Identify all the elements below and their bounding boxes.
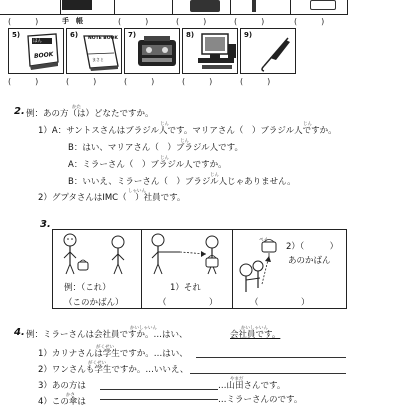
cell3-paren: （ ） <box>250 298 310 308</box>
answer-paren: ( ) <box>66 77 97 86</box>
question-1a: 1）A：サントスさんはブラジル人です。マリアさん（ ）ブラジル人ですか。 <box>38 126 337 136</box>
question-4a: 4）この傘は <box>38 397 86 407</box>
book-label: BOOK <box>33 51 54 60</box>
grid-divider <box>290 0 291 14</box>
cell2-paren: （ ） <box>158 298 218 308</box>
people-with-bag-illustration <box>56 232 138 278</box>
ruby-kaishain: かいしゃいん <box>130 326 157 331</box>
answer-paren: ( ) <box>234 17 265 26</box>
section-number: 3. <box>40 219 51 230</box>
ruby-jin: じん <box>180 139 189 144</box>
frame-border <box>52 229 347 230</box>
frame-border <box>52 229 53 309</box>
book-top-label: ほん <box>33 39 42 44</box>
item-number: 8) <box>186 31 195 39</box>
ruby-jin: じん <box>160 122 169 127</box>
question-2: 2）グプタさんはIMC（ ）社員です。 <box>38 193 186 203</box>
cell3-label: 2）（ ） <box>286 242 339 252</box>
grid-divider <box>230 0 231 14</box>
answer-paren: ( ) <box>176 17 207 26</box>
notebook-label: NOTE BOOK <box>88 36 118 41</box>
answer-line-3[interactable] <box>100 389 218 390</box>
question-1: 1）カリナさんは学生ですか。…はい、 <box>38 349 188 359</box>
ruby-kasa: かさ <box>66 393 75 398</box>
grid-divider <box>60 0 61 14</box>
item-number: 9) <box>244 31 253 39</box>
frame-border <box>232 229 233 309</box>
grid-divider <box>114 0 115 14</box>
example-answer: 会社員です。 <box>230 330 281 340</box>
ruby-shain: しゃいん <box>128 189 146 194</box>
cell3-sub: あのかばん <box>288 256 331 266</box>
object-image-top <box>310 0 336 10</box>
answer-line-1[interactable] <box>196 357 346 358</box>
item-number: 7) <box>128 31 137 39</box>
frame-border <box>141 229 142 309</box>
question-3b: …山田さんです。 <box>218 381 286 391</box>
item-number: 6) <box>70 31 79 39</box>
ruby-yamada: やまだ <box>230 377 244 382</box>
question-1d: B：いいえ、ミラーさん（ ）ブラジル人じゃありません。 <box>68 177 296 187</box>
ruby-kaishain: かいしゃいん <box>241 326 268 331</box>
answer-line-2[interactable] <box>190 373 346 374</box>
umbrella-icon <box>256 32 296 72</box>
section-number: 2. <box>14 106 25 117</box>
cell2-label: 1）それ <box>170 283 201 293</box>
answer-paren: ( ) <box>294 17 325 26</box>
bag-tag: ペイ <box>259 238 268 243</box>
notebook-sub: まさと <box>92 57 104 62</box>
grid-divider <box>172 0 173 14</box>
question-4b: …ミラーさんのです。 <box>218 395 303 405</box>
example-question: 例：ミラーさんは会社員ですか。…はい、 <box>26 330 188 340</box>
ruby-jin: じん <box>303 122 312 127</box>
ruby-gakusei: がくせい <box>96 345 114 350</box>
object-image-top <box>190 0 220 12</box>
ruby-jin: じん <box>160 156 169 161</box>
ruby-gakusei: がくせい <box>88 361 106 366</box>
answer-paren: ( ) <box>8 77 39 86</box>
question-2: 2）ワンさんも学生ですか。…いいえ、 <box>38 365 189 375</box>
question-3a: 3）あの方は <box>38 381 86 391</box>
pointing-at-bag-illustration <box>146 232 230 278</box>
notebook-image-top <box>62 0 92 10</box>
frame-border <box>52 308 347 309</box>
grid-divider <box>0 14 348 15</box>
item-label-techo: 手 帳 <box>62 17 83 25</box>
item-number: 5) <box>12 31 21 39</box>
example-sentence: 例：あの方（は）どなたですか。 <box>26 109 154 119</box>
question-1b: B：はい、マリアさん（ ）ブラジル人です。 <box>68 143 243 153</box>
computer-icon <box>196 32 238 72</box>
answer-paren: ( ) <box>8 17 39 26</box>
cassette-recorder-icon <box>136 34 178 70</box>
ruby-kata: かた <box>72 105 81 110</box>
cell1-sub: （このかばん） <box>64 298 124 308</box>
cell1-label: 例：（これ） <box>64 283 111 293</box>
answer-paren: ( ) <box>124 77 155 86</box>
frame-border <box>346 229 347 309</box>
section-number: 4. <box>14 327 25 338</box>
answer-paren: ( ) <box>240 77 271 86</box>
ruby-jin: じん <box>210 173 219 178</box>
question-1c: A：ミラーさん（ ）ブラジル人ですか。 <box>68 160 227 170</box>
answer-paren: ( ) <box>182 77 213 86</box>
answer-line-4[interactable] <box>100 399 218 400</box>
object-image-top <box>252 0 256 12</box>
grid-divider <box>347 0 348 14</box>
answer-paren: ( ) <box>118 17 149 26</box>
